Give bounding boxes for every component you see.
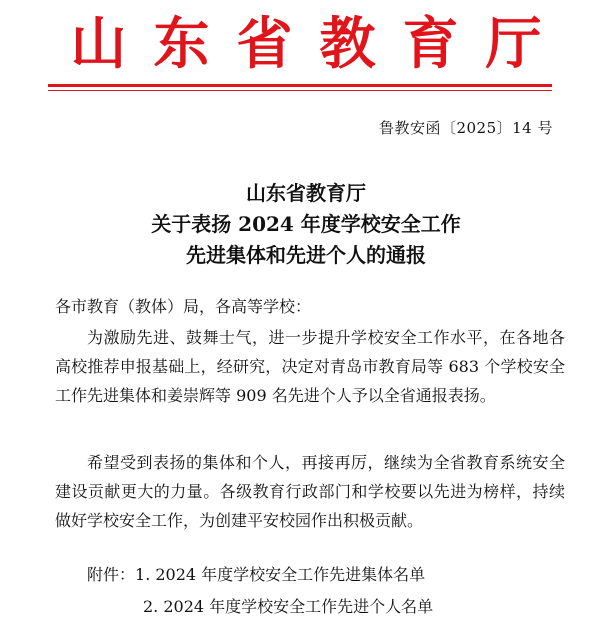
title-line-3: 先进集体和先进个人的通报 [186, 243, 426, 267]
document-number: 鲁教安函〔2025〕14 号 [378, 119, 553, 137]
attachment-label: 附件： [87, 565, 136, 584]
attachment-item: 1. 2024 年度学校安全工作先进集体名单 [135, 565, 426, 584]
masthead-rule-thin [48, 90, 552, 91]
title-line-2: 关于表扬 2024 年度学校安全工作 [151, 212, 461, 236]
masthead-rule-thick [48, 84, 552, 87]
attachment-item: 2. 2024 年度学校安全工作先进个人名单 [143, 597, 434, 616]
masthead-title: 山东省教育厅 [70, 12, 569, 77]
body-paragraph-1: 为激励先进、鼓舞士气，进一步提升学校安全工作水平，在各地各高校推荐申报基础上，经研究，决定对青岛市教育局等 683 个学校安全工作先进集体和姜崇辉等 909 名先进个人予以全省通报表扬。 [55, 328, 565, 405]
document-title [0, 178, 612, 271]
title-line-1: 山东省教育厅 [246, 181, 366, 205]
body-paragraph-2: 希望受到表扬的集体和个人，再接再厉，继续为全省教育系统安全建设贡献更大的力量。各级教育行政部门和学校要以先进为榜样，持续做好学校安全工作，为创建平安校园作出积极贡献。 [55, 453, 565, 530]
attachment-line-1 [87, 563, 425, 587]
attachment-line-2 [143, 595, 433, 619]
salutation: 各市教育（教体）局，各高等学校： [55, 297, 312, 316]
